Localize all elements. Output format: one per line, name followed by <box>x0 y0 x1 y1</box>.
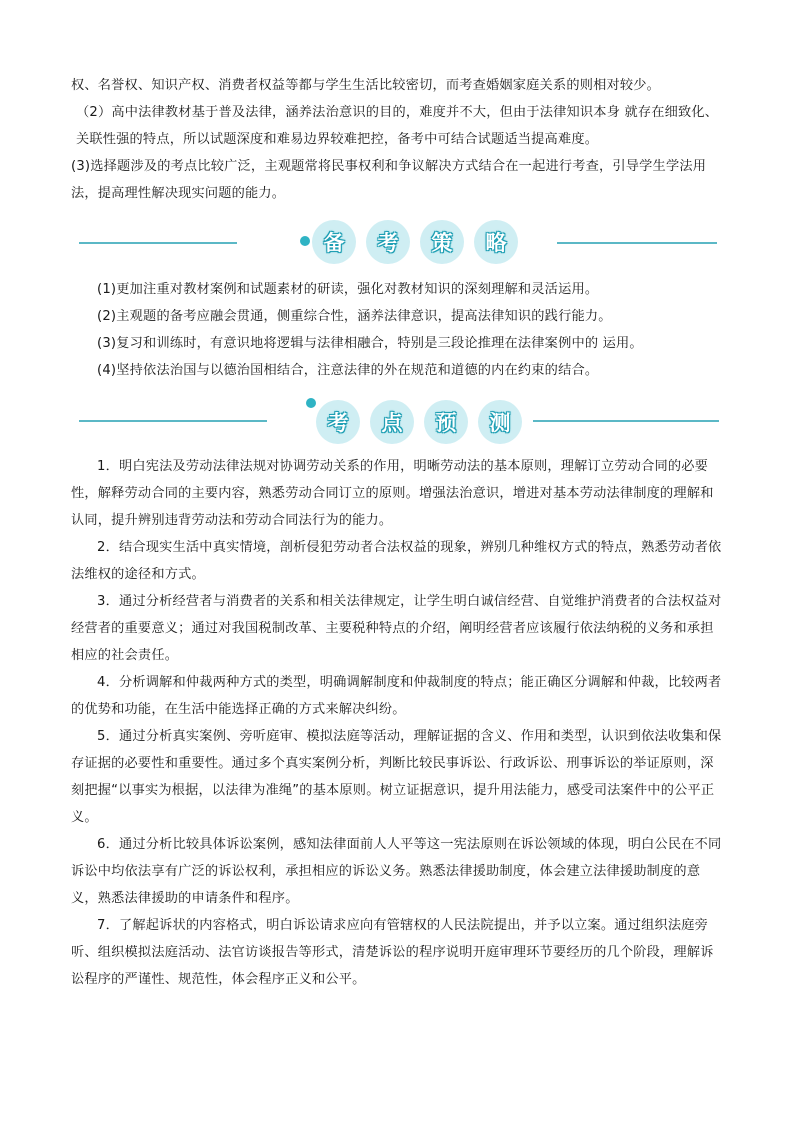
forecast-item-7: 7．了解起诉状的内容格式，明白诉讼请求应向有管辖权的人民法院提出，并予以立案。通过组织法庭旁听、组织模拟法庭活动、法官访谈报告等形式，清楚诉讼的程序说明开庭审理环节要经历的几个阶段，理解诉讼程序的严谨性、规范性，体会程序正义和公平。 <box>71 918 714 987</box>
heading-dot-icon <box>306 398 316 408</box>
strategy-item-2: (2)主观题的备考应融会贯通，侧重综合性，涵养法律意识，提高法律知识的践行能力。 <box>97 309 612 324</box>
heading-rule-right <box>557 242 717 244</box>
paragraph-intro-2: （2）高中法律教材基于普及法律，涵养法治意识的目的，难度并不大，但由于法律知识本身 就存在细致化、关联性强的特点，所以试题深度和难易边界较难把控，备考中可结合试题适当提高难度。 <box>76 105 719 147</box>
paragraph-intro-1: 权、名誉权、知识产权、消费者权益等都与学生生活比较密切，而考查婚姻家庭关系的则相对较少。 <box>71 78 661 93</box>
strategy-item-3: (3)复习和训练时，有意识地将逻辑与法律相融合，特别是三段论推理在法律案例中的 运用。 <box>97 336 643 351</box>
heading-char: 备 <box>312 220 356 264</box>
heading-char: 预 <box>424 400 468 444</box>
heading-title <box>316 400 522 444</box>
forecast-item-2: 2．结合现实生活中真实情境，剖析侵犯劳动者合法权益的现象，辨别几种维权方式的特点，熟悉劳动者依法维权的途径和方式。 <box>71 540 722 582</box>
strategy-item-4: (4)坚持依法治国与以德治国相结合，注意法律的外在规范和道德的内在约束的结合。 <box>97 363 599 378</box>
heading-char: 考 <box>366 220 410 264</box>
heading-title <box>312 220 518 264</box>
heading-char: 略 <box>474 220 518 264</box>
forecast-item-5: 5．通过分析真实案例、旁听庭审、模拟法庭等活动，理解证据的含义、作用和类型，认识到依法收集和保存证据的必要性和重要性。通过多个真实案例分析，判断比较民事诉讼、行政诉讼、刑事诉讼的举证原则，深刻把握“以事实为根据，以法律为准绳”的基本原则。树立证据意识，提升用法能力，感受司法案件中的公平正义。 <box>71 729 722 825</box>
heading-char: 考 <box>316 400 360 444</box>
paragraph-intro-3: (3)选择题涉及的考点比较广泛，主观题常将民事权利和争议解决方式结合在一起进行考查，引导学生学法用法，提高理性解决现实问题的能力。 <box>71 159 707 201</box>
strategy-item-1: (1)更加注重对教材案例和试题素材的研读，强化对教材知识的深刻理解和灵活运用。 <box>97 282 599 297</box>
forecast-item-4: 4．分析调解和仲裁两种方式的类型，明确调解制度和仲裁制度的特点；能正确区分调解和仲裁，比较两者的优势和功能，在生活中能选择正确的方式来解决纠纷。 <box>71 675 722 717</box>
forecast-item-1: 1．明白宪法及劳动法律法规对协调劳动关系的作用，明晰劳动法的基本原则，理解订立劳动合同的必要性，解释劳动合同的主要内容，熟悉劳动合同订立的原则。增强法治意识，增进对基本劳动法律制度的理解和认同，提升辨别违背劳动法和劳动合同法行为的能力。 <box>71 459 714 528</box>
heading-rule-right <box>533 420 719 422</box>
section-heading-strategy <box>0 218 794 268</box>
heading-char: 测 <box>478 400 522 444</box>
heading-rule-left <box>79 242 237 244</box>
forecast-item-3: 3．通过分析经营者与消费者的关系和相关法律规定，让学生明白诚信经营、自觉维护消费者的合法权益对经营者的重要意义；通过对我国税制改革、主要税种特点的介绍，阐明经营者应该履行依法纳税的义务和承担相应的社会责任。 <box>71 594 722 663</box>
heading-char: 点 <box>370 400 414 444</box>
heading-char: 策 <box>420 220 464 264</box>
section-heading-forecast <box>0 396 794 446</box>
forecast-item-6: 6．通过分析比较具体诉讼案例，感知法律面前人人平等这一宪法原则在诉讼领域的体现，明白公民在不同诉讼中均依法享有广泛的诉讼权利，承担相应的诉讼义务。熟悉法律援助制度，体会建立法律援助制度的意义，熟悉法律援助的申请条件和程序。 <box>71 837 722 906</box>
heading-rule-left <box>79 420 267 422</box>
heading-dot-icon <box>300 236 310 246</box>
